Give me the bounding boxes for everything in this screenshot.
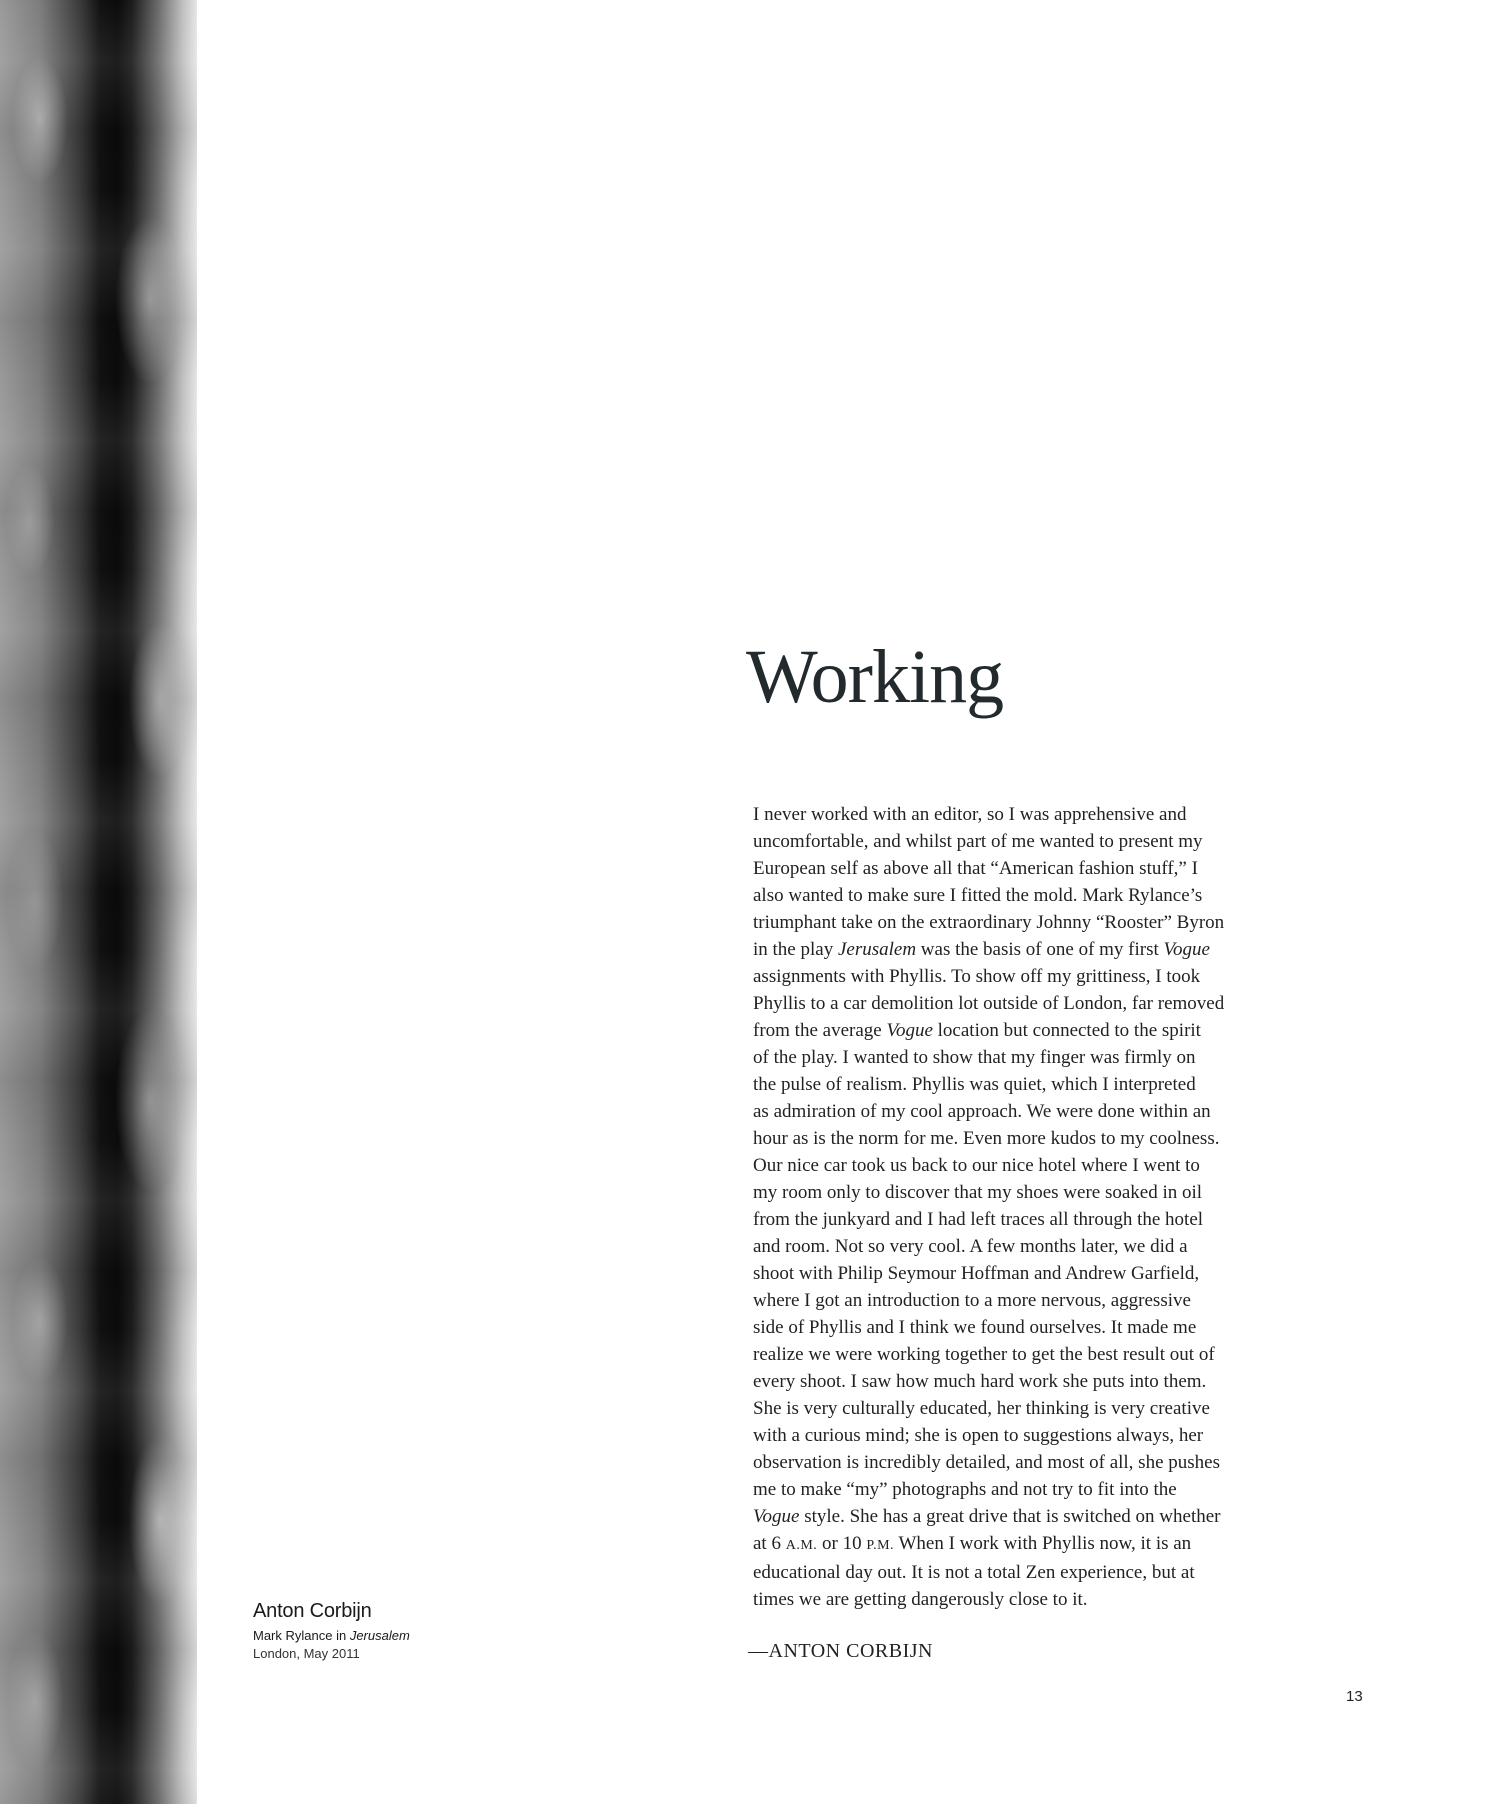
body-text-segment: my room only to discover that my shoes were soaked in oil xyxy=(753,1182,1203,1203)
body-text-segment: from the average xyxy=(753,1020,887,1041)
body-text-segment: Phyllis to a car demolition lot outside of London, far removed xyxy=(753,993,1225,1014)
body-text-segment: was the basis of one of my first xyxy=(916,939,1164,960)
body-text-segment: She is very culturally educated, her thinking is very creative xyxy=(753,1398,1210,1419)
body-text-segment: style. She has a great drive that is switched on whether xyxy=(799,1506,1221,1527)
page-number: 13 xyxy=(1346,1688,1363,1705)
body-line xyxy=(753,1368,1283,1395)
body-line xyxy=(753,801,1283,828)
caption-place-date: London, May 2011 xyxy=(253,1646,360,1661)
body-text-segment: Our nice car took us back to our nice hotel where I went to xyxy=(753,1155,1200,1176)
body-line xyxy=(753,1098,1283,1125)
body-line xyxy=(753,1152,1283,1179)
body-text-segment: shoot with Philip Seymour Hoffman and Andrew Garfield, xyxy=(753,1263,1200,1284)
body-line xyxy=(753,1341,1283,1368)
body-text-segment: side of Phyllis and I think we found ourselves. It made me xyxy=(753,1317,1197,1338)
body-text-segment: triumphant take on the extraordinary Johnny “Rooster” Byron xyxy=(753,912,1225,933)
body-line xyxy=(753,1395,1283,1422)
body-text-segment: observation is incredibly detailed, and most of all, she pushes xyxy=(753,1452,1220,1473)
body-line xyxy=(753,963,1283,990)
caption-subject-prefix: Mark Rylance in xyxy=(253,1628,350,1643)
article-body xyxy=(753,801,1283,1613)
body-text-segment: and room. Not so very cool. A few months later, we did a xyxy=(753,1236,1188,1257)
body-text-segment: where I got an introduction to a more nervous, aggressive xyxy=(753,1290,1191,1311)
body-line xyxy=(753,1125,1283,1152)
body-line xyxy=(753,1287,1283,1314)
body-line xyxy=(753,1206,1283,1233)
body-line xyxy=(753,1422,1283,1449)
body-line xyxy=(753,936,1283,963)
body-line xyxy=(753,1586,1283,1613)
italic-title: Vogue xyxy=(1163,939,1210,960)
caption-photographer: Anton Corbijn xyxy=(253,1600,372,1622)
body-text-segment: every shoot. I saw how much hard work she puts into them. xyxy=(753,1371,1207,1392)
body-line xyxy=(753,1179,1283,1206)
photo-caption xyxy=(253,1600,493,1663)
body-text-segment: also wanted to make sure I fitted the mold. Mark Rylance’s xyxy=(753,885,1203,906)
body-text-segment: assignments with Phyllis. To show off my grittiness, I took xyxy=(753,966,1201,987)
body-line xyxy=(753,855,1283,882)
body-text-segment: European self as above all that “American fashion stuff,” I xyxy=(753,858,1198,879)
body-text-segment: as admiration of my cool approach. We were done within an xyxy=(753,1101,1211,1122)
body-line xyxy=(753,990,1283,1017)
body-text-segment: hour as is the norm for me. Even more kudos to my coolness. xyxy=(753,1128,1220,1149)
body-line xyxy=(753,828,1283,855)
body-text-segment: of the play. I wanted to show that my finger was firmly on xyxy=(753,1047,1196,1068)
body-line xyxy=(753,1017,1283,1044)
italic-title: Vogue xyxy=(753,1506,800,1527)
body-line xyxy=(753,1559,1283,1586)
body-text-segment: educational day out. It is not a total Zen experience, but at xyxy=(753,1562,1195,1583)
body-text-segment: at 6 xyxy=(753,1533,786,1554)
body-line xyxy=(753,882,1283,909)
body-line xyxy=(753,1314,1283,1341)
body-text-segment: When I work with Phyllis now, it is an xyxy=(894,1533,1192,1554)
body-text-segment: with a curious mind; she is open to suggestions always, her xyxy=(753,1425,1204,1446)
body-text-segment: from the junkyard and I had left traces all through the hotel xyxy=(753,1209,1204,1230)
body-line xyxy=(753,909,1283,936)
body-line xyxy=(753,1233,1283,1260)
body-text-segment: realize we were working together to get the best result out of xyxy=(753,1344,1215,1365)
body-text-segment: I never worked with an editor, so I was apprehensive and xyxy=(753,804,1187,825)
small-caps-time: A.M. xyxy=(785,1538,818,1553)
body-line xyxy=(753,1476,1283,1503)
caption-subject xyxy=(253,1627,493,1645)
italic-title: Vogue xyxy=(886,1020,933,1041)
body-line xyxy=(753,1503,1283,1530)
body-line xyxy=(753,1530,1283,1559)
body-text-segment: in the play xyxy=(753,939,838,960)
body-text-segment: the pulse of realism. Phyllis was quiet, which I interpreted xyxy=(753,1074,1196,1095)
body-line xyxy=(753,1260,1283,1287)
article-signature: —ANTON CORBIJN xyxy=(748,1640,933,1662)
body-line xyxy=(753,1044,1283,1071)
body-text-segment: me to make “my” photographs and not try to fit into the xyxy=(753,1479,1177,1500)
italic-title: Jerusalem xyxy=(837,939,917,960)
body-text-segment: location but connected to the spirit xyxy=(932,1020,1201,1041)
small-caps-time: P.M. xyxy=(866,1538,895,1553)
body-text-segment: uncomfortable, and whilst part of me wanted to present my xyxy=(753,831,1203,852)
article-title: Working xyxy=(746,635,1004,719)
body-line xyxy=(753,1449,1283,1476)
body-line xyxy=(753,1071,1283,1098)
body-text-segment: or 10 xyxy=(817,1533,867,1554)
photograph-strip xyxy=(0,0,197,1804)
body-text-segment: times we are getting dangerously close to it. xyxy=(753,1589,1088,1610)
caption-subject-work: Jerusalem xyxy=(349,1628,410,1643)
